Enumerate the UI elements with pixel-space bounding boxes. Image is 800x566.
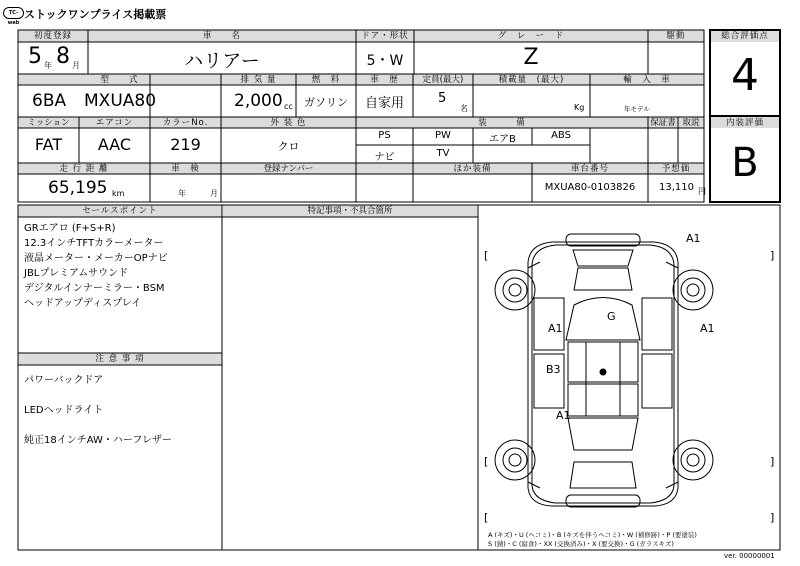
mileage: 65,195 — [48, 178, 108, 198]
damage-mark-left-rear-door: B3 — [546, 363, 561, 376]
car-diagram — [495, 234, 713, 507]
bracket-right-bottom: ] — [770, 455, 775, 468]
door-shape: 5・W — [366, 53, 404, 69]
label-usage: 車 歴 — [370, 75, 399, 85]
label-inspection: 車 検 — [171, 164, 200, 174]
caution-item: 純正18インチAW・ハーフレザー — [24, 435, 173, 446]
damage-legend-line-1: A (キズ)・U (ヘコミ)・B (キズを伴うヘコミ)・W (補修跡)・P (要塗装) — [488, 531, 697, 539]
caution-item: パワーバックドア — [24, 375, 104, 386]
label-payload: 積載量 (最大) — [498, 75, 565, 85]
sales-point: 液晶メーター・メーカーOPナビ — [24, 253, 168, 264]
reg-year: 5 — [28, 44, 42, 69]
label-price: 予想価 — [661, 164, 691, 174]
sales-point: 12.3インチTFTカラーメーター — [24, 238, 164, 249]
bracket-right-top: ] — [770, 249, 775, 262]
bracket-left-top: [ — [484, 249, 489, 262]
sales-point: デジタルインナーミラー・BSM — [24, 283, 165, 294]
model-prefix: 6BA — [32, 91, 67, 111]
label-first-reg: 初度登録 — [33, 31, 72, 41]
inspection-year-unit: 年 — [178, 189, 186, 198]
label-equipment: 装 備 — [478, 118, 526, 128]
label-interior-score: 内装評価 — [725, 118, 764, 128]
equip-pw: PW — [435, 130, 451, 141]
label-grade: グ レ ー ド — [497, 31, 565, 41]
fuel: ガソリン — [304, 96, 348, 109]
reg-year-unit: 年 — [44, 61, 52, 70]
interior-score: B — [731, 140, 759, 186]
label-mission: ミッション — [27, 118, 70, 128]
aircon: AAC — [97, 135, 132, 154]
label-import: 輸 入 車 — [623, 75, 671, 85]
displacement: 2,000 — [234, 91, 283, 111]
label-door-shape: ドア・形状 — [361, 31, 409, 41]
displacement-unit: cc — [284, 102, 293, 111]
damage-legend-line-2: S (錆)・C (腐食)・XX (交換済み)・X (要交換)・G (ガラスキズ) — [488, 540, 674, 548]
total-score: 4 — [731, 50, 759, 101]
label-capacity: 定員(最大) — [422, 75, 464, 85]
price-unit: 円 — [698, 187, 706, 196]
sales-point: ヘッドアップディスプレイ — [24, 298, 142, 309]
exterior-color: クロ — [277, 140, 300, 153]
caution-item: LEDヘッドライト — [24, 405, 104, 416]
label-chassis-no: 車台番号 — [570, 164, 609, 174]
bracket-right-legend: ] — [770, 511, 775, 524]
equip-tv: TV — [436, 148, 450, 159]
tc-web-logo: TC-web — [3, 7, 24, 19]
label-plate: 登録ナンバー — [263, 164, 314, 174]
equip-navi: ナビ — [374, 152, 395, 163]
reg-month-unit: 月 — [72, 61, 80, 70]
equip-ps: PS — [378, 130, 391, 141]
label-other-equipment: ほか装備 — [453, 164, 492, 174]
capacity-unit: 名 — [460, 104, 468, 113]
capacity: 5 — [438, 91, 447, 106]
label-color-no: カラーNo. — [162, 118, 209, 128]
mileage-unit: km — [112, 189, 125, 198]
page-title: ストックワンプライス掲載票 — [24, 8, 167, 21]
chassis-no: MXUA80-0103826 — [544, 182, 636, 193]
grade: Z — [523, 45, 539, 70]
sales-points-list — [24, 221, 168, 311]
label-sales-points: セールスポイント — [82, 206, 158, 216]
equip-airbag: エアB — [489, 134, 516, 145]
payload-unit: Kg — [574, 103, 585, 112]
sales-point: JBLプレミアムサウンド — [24, 268, 129, 279]
damage-mark-left-front-door: A1 — [548, 322, 563, 335]
label-car-name: 車 名 — [202, 31, 241, 41]
label-exterior-color: 外 装 色 — [270, 118, 307, 128]
reg-month: 8 — [56, 44, 70, 69]
label-manual: 取説 — [682, 118, 700, 128]
damage-mark-bumper-front: A1 — [686, 232, 701, 245]
label-drive: 駆動 — [666, 31, 686, 41]
label-aircon: エアコン — [95, 118, 134, 128]
damage-mark-right-front-door: A1 — [700, 322, 715, 335]
sales-point: GRエアロ (F+S+R) — [24, 223, 116, 234]
mission: FAT — [34, 135, 63, 154]
label-caution: 注 意 事 項 — [95, 354, 145, 364]
import-year-model: 年モデル — [624, 105, 650, 113]
version-label: ver. 00000001 — [724, 552, 775, 560]
car-name: ハリアー — [184, 50, 260, 72]
label-total-score: 総合評価点 — [721, 31, 769, 41]
equip-abs: ABS — [551, 130, 571, 141]
label-warranty: 保証書 — [650, 118, 676, 128]
label-fuel: 燃 料 — [311, 75, 341, 85]
bracket-left-legend: [ — [484, 511, 489, 524]
price: 13,110 — [659, 182, 694, 193]
label-mileage: 走 行 距 離 — [59, 164, 109, 174]
label-model: 型 式 — [100, 75, 139, 85]
usage: 自家用 — [364, 96, 404, 111]
model: MXUA80 — [84, 91, 157, 111]
label-displacement: 排 気 量 — [240, 75, 277, 85]
bracket-left-bottom: [ — [484, 455, 489, 468]
caution-list — [24, 373, 172, 448]
damage-mark-left-rear-fender: A1 — [556, 409, 571, 422]
color-no: 219 — [170, 135, 201, 154]
damage-mark-windshield: G — [607, 310, 616, 323]
inspection-month-unit: 月 — [210, 189, 218, 198]
label-notes-defects: 特記事項・不具合箇所 — [307, 206, 393, 216]
